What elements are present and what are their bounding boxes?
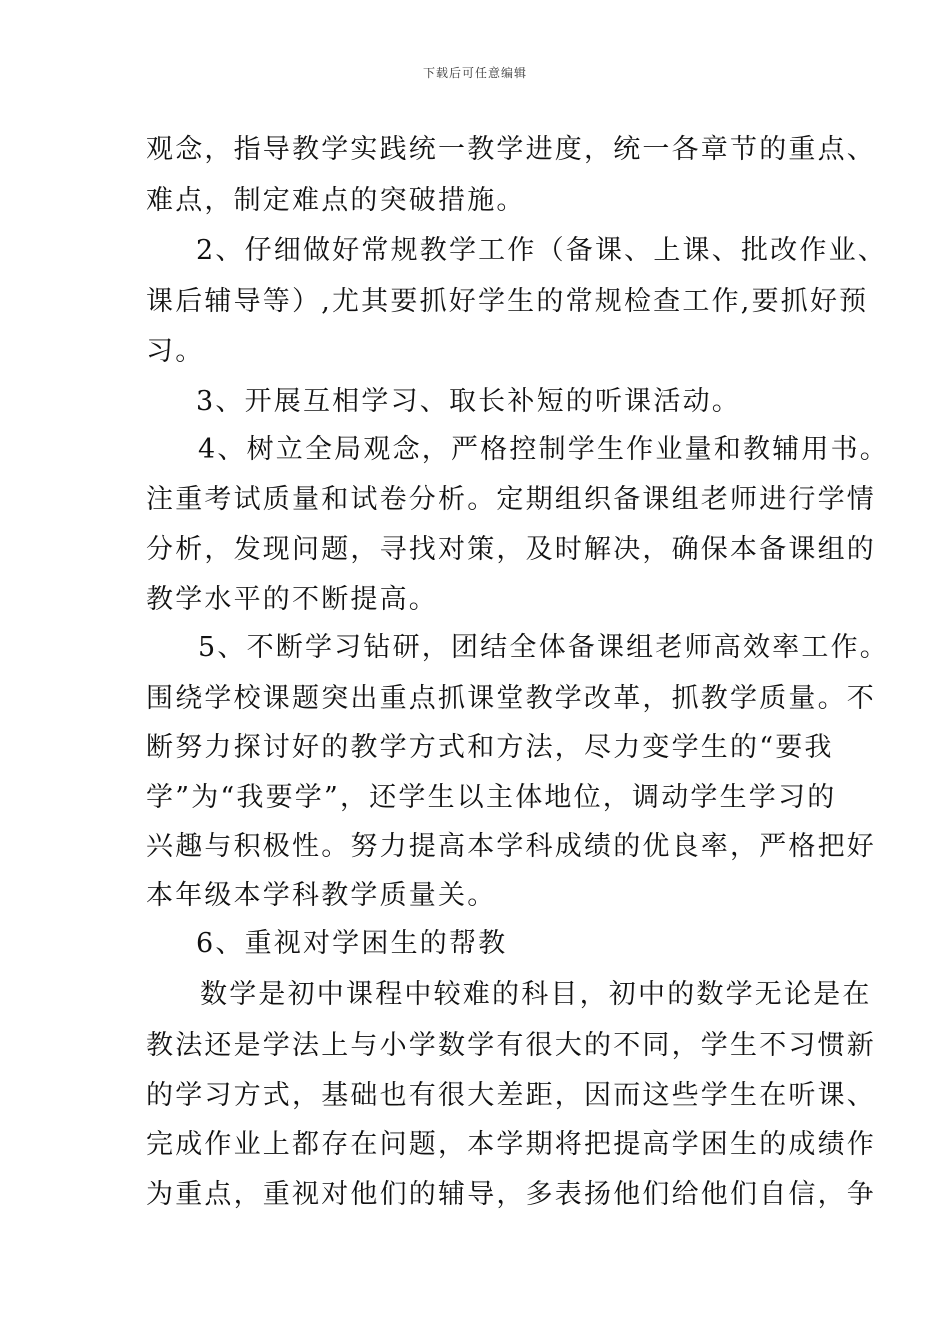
text-line: 难点，制定难点的突破措施。 [146,185,526,216]
text-line: 课后辅导等）,尤其要抓好学生的常规检查工作,要抓好预 [146,286,869,317]
page-header: 下载后可任意编辑 [422,66,527,80]
text-line: 围绕学校课题突出重点抓课堂教学改革，抓教学质量。不 [146,683,876,714]
text-line: 本年级本学科教学质量关。 [146,880,497,911]
text-line: 断努力探讨好的教学方式和方法，尽力变学生的“要我 [146,732,834,763]
text-line: 2、仔细做好常规教学工作（备课、上课、批改作业、 [196,235,887,266]
text-line: 为重点，重视对他们的辅导，多表扬他们给他们自信，争 [146,1179,876,1210]
text-line: 习。 [146,336,205,367]
text-line: 教学水平的不断提高。 [146,584,438,615]
text-line: 分析，发现问题，寻找对策，及时解决，确保本备课组的 [146,534,876,565]
text-line: 教法还是学法上与小学数学有很大的不同，学生不习惯新 [146,1030,876,1061]
text-line: 注重考试质量和试卷分析。定期组织备课组老师进行学情 [146,484,876,515]
text-line: 完成作业上都存在问题，本学期将把提高学困生的成绩作 [146,1129,876,1160]
text-line: 数学是初中课程中较难的科目，初中的数学无论是在 [200,979,872,1010]
text-line: 4、树立全局观念，严格控制学生作业量和教辅用书。 [198,434,889,465]
text-line: 学”为“我要学”，还学生以主体地位，调动学生学习的 [146,782,837,813]
text-line: 的学习方式，基础也有很大差距，因而这些学生在听课、 [146,1080,876,1111]
text-line: 3、开展互相学习、取长补短的听课活动。 [196,386,741,417]
text-line: 6、重视对学困生的帮教 [196,928,508,959]
text-line: 观念，指导教学实践统一教学进度，统一各章节的重点、 [146,134,876,165]
text-line: 兴趣与积极性。努力提高本学科成绩的优良率，严格把好 [146,831,876,862]
text-line: 5、不断学习钻研，团结全体备课组老师高效率工作。 [198,632,889,663]
